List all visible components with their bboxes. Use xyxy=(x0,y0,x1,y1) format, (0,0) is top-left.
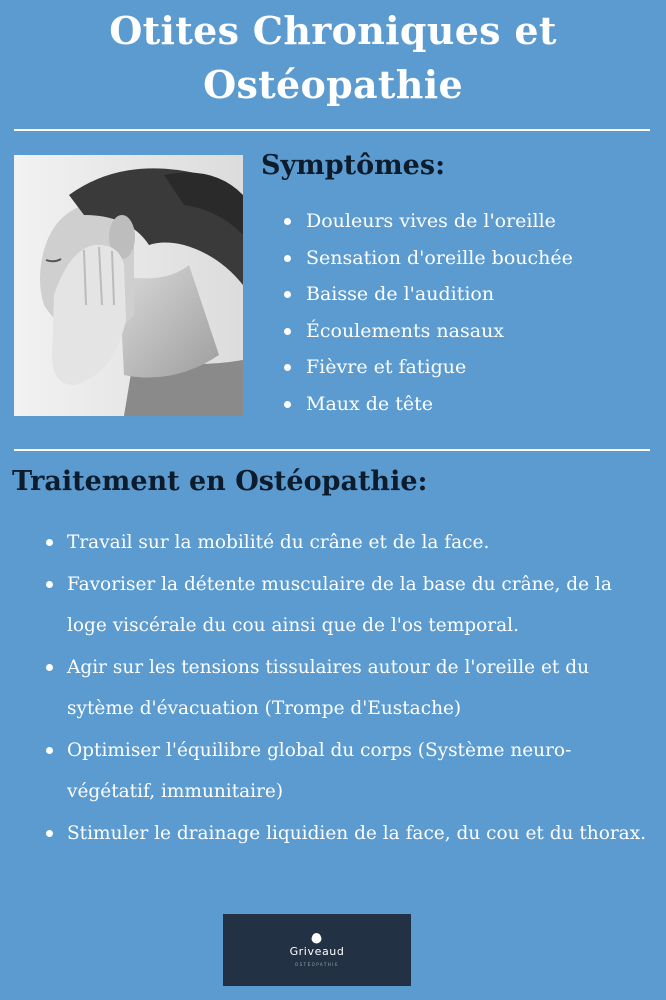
bullet-icon xyxy=(46,747,53,754)
bullet-icon xyxy=(284,328,291,335)
page-title xyxy=(0,4,666,112)
treatment-text: Stimuler le drainage liquidien de la face, du cou et du thorax. xyxy=(67,822,647,844)
treatment-text: Agir sur les tensions tissulaires autour de l'oreille et du sytème d'évacuation (Trompe d'Eustache) xyxy=(67,656,589,719)
symptom-text: Maux de tête xyxy=(306,392,433,415)
bullet-icon xyxy=(284,401,291,408)
symptoms-list xyxy=(284,203,654,422)
symptoms-heading: Symptômes: xyxy=(261,150,446,181)
symptom-item xyxy=(284,349,654,386)
symptom-text: Écoulements nasaux xyxy=(306,319,505,342)
logo-mark-icon xyxy=(311,933,322,944)
symptom-item xyxy=(284,276,654,313)
symptom-item xyxy=(284,240,654,277)
bullet-icon xyxy=(284,255,291,262)
bullet-icon xyxy=(46,539,53,546)
title-line-2: Ostéopathie xyxy=(203,62,463,107)
logo-name: Griveaud xyxy=(289,945,345,958)
symptom-item xyxy=(284,313,654,350)
bullet-icon xyxy=(46,664,53,671)
symptom-text: Douleurs vives de l'oreille xyxy=(306,210,556,232)
bullet-icon xyxy=(284,218,291,225)
symptom-item xyxy=(284,386,654,423)
bullet-icon xyxy=(284,364,291,371)
treatment-heading: Traitement en Ostéopathie: xyxy=(12,466,428,497)
title-line-1: Otites Chroniques et xyxy=(109,8,557,53)
symptom-text: Fièvre et fatigue xyxy=(306,356,467,378)
treatment-text: Optimiser l'équilibre global du corps (Système neuro-végétatif, immunitaire) xyxy=(67,739,572,802)
treatment-item xyxy=(46,522,651,564)
divider-top xyxy=(14,129,650,131)
ear-pain-photo xyxy=(14,155,243,416)
bullet-icon xyxy=(46,581,53,588)
symptom-text: Baisse de l'audition xyxy=(306,283,495,305)
bullet-icon xyxy=(284,291,291,298)
treatment-item xyxy=(46,647,651,730)
treatment-text: Travail sur la mobilité du crâne et de la face. xyxy=(67,532,490,553)
treatment-text: Favoriser la détente musculaire de la base du crâne, de la loge viscérale du cou ainsi que de l'os temporal. xyxy=(67,573,612,636)
treatment-list xyxy=(46,522,651,854)
griveaud-logo xyxy=(223,914,411,986)
symptom-item xyxy=(284,203,654,240)
treatment-item xyxy=(46,813,651,855)
bullet-icon xyxy=(46,830,53,837)
divider-middle xyxy=(14,449,650,451)
treatment-item xyxy=(46,730,651,813)
symptom-text: Sensation d'oreille bouchée xyxy=(306,246,573,269)
treatment-item xyxy=(46,564,651,647)
logo-subtitle: OSTÉOPATHIE xyxy=(294,962,340,967)
